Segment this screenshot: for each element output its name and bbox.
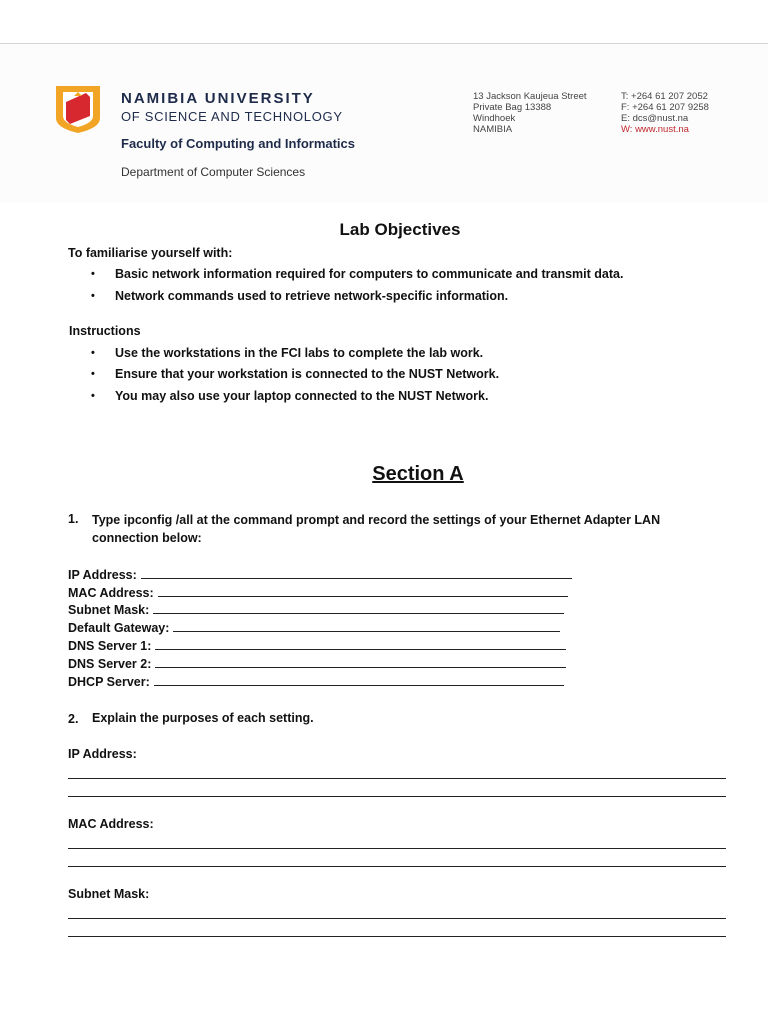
contact-website: W: www.nust.na	[621, 124, 689, 135]
writing-line[interactable]	[68, 918, 726, 919]
contact-phone: T: +264 61 207 2052	[621, 91, 708, 102]
dhcp-server-field	[68, 674, 564, 689]
address-line: Windhoek	[473, 113, 516, 124]
answer-line[interactable]	[154, 674, 564, 686]
dns-server-2-field	[68, 656, 566, 671]
nust-logo-icon	[52, 80, 104, 134]
field-label: DHCP Server:	[68, 675, 150, 689]
explain-label: Subnet Mask:	[68, 887, 150, 901]
objectives-heading: Lab Objectives	[339, 220, 461, 239]
field-label: DNS Server 1:	[68, 639, 152, 653]
dns-server-1-field	[68, 638, 566, 653]
instruction-item: Use the workstations in the FCI labs to complete the lab work.	[115, 346, 484, 360]
address-line: Private Bag 13388	[473, 102, 552, 113]
contact-fax: F: +264 61 207 9258	[621, 102, 709, 113]
faculty-name: Faculty of Computing and Informatics	[121, 136, 356, 151]
subnet-mask-field	[68, 602, 564, 617]
field-label: Subnet Mask:	[68, 603, 150, 617]
writing-line[interactable]	[68, 848, 726, 849]
explain-label: IP Address:	[68, 747, 137, 761]
answer-line[interactable]	[173, 620, 560, 632]
bullet-icon: •	[91, 347, 95, 359]
ip-address-field	[68, 567, 572, 582]
bullet-icon: •	[91, 290, 95, 302]
question-2-text: Explain the purposes of each setting.	[92, 711, 314, 725]
instructions-heading: Instructions	[69, 324, 141, 338]
answer-line[interactable]	[158, 585, 568, 597]
question-number: 2.	[68, 712, 79, 726]
section-heading: Section A	[372, 463, 464, 485]
objective-item: Network commands used to retrieve network-specific information.	[115, 289, 509, 303]
contact-block	[621, 91, 709, 135]
objectives-intro: To familiarise yourself with:	[68, 246, 233, 260]
answer-line[interactable]	[155, 638, 566, 650]
answer-line[interactable]	[141, 567, 572, 579]
question-1-text: Type ipconfig /all at the command prompt and record the settings of your Ethernet Adapter LAN connection below:	[92, 513, 661, 545]
field-label: Default Gateway:	[68, 621, 170, 635]
field-label: DNS Server 2:	[68, 657, 152, 671]
question-number: 1.	[68, 512, 79, 526]
university-name: NAMIBIA UNIVERSITY	[121, 90, 315, 107]
objective-item: Basic network information required for computers to communicate and transmit data.	[115, 267, 624, 281]
explain-label: MAC Address:	[68, 817, 154, 831]
bullet-icon: •	[91, 368, 95, 380]
address-line: 13 Jackson Kaujeua Street	[473, 91, 587, 102]
writing-line[interactable]	[68, 778, 726, 779]
bullet-icon: •	[91, 268, 95, 280]
address-line: NAMIBIA	[473, 124, 513, 135]
answer-line[interactable]	[153, 602, 564, 614]
contact-email: E: dcs@nust.na	[621, 113, 689, 124]
bullet-icon: •	[91, 390, 95, 402]
field-label: MAC Address:	[68, 586, 154, 600]
university-subtitle: OF SCIENCE AND TECHNOLOGY	[121, 109, 343, 124]
writing-line[interactable]	[68, 796, 726, 797]
mac-address-field	[68, 585, 568, 600]
department-name: Department of Computer Sciences	[121, 165, 306, 179]
writing-line[interactable]	[68, 866, 726, 867]
answer-line[interactable]	[155, 656, 566, 668]
default-gateway-field	[68, 620, 560, 635]
address-block	[473, 91, 587, 135]
instruction-item: You may also use your laptop connected to the NUST Network.	[115, 389, 489, 403]
writing-line[interactable]	[68, 936, 726, 937]
instruction-item: Ensure that your workstation is connected to the NUST Network.	[115, 367, 500, 381]
field-label: IP Address:	[68, 568, 137, 582]
